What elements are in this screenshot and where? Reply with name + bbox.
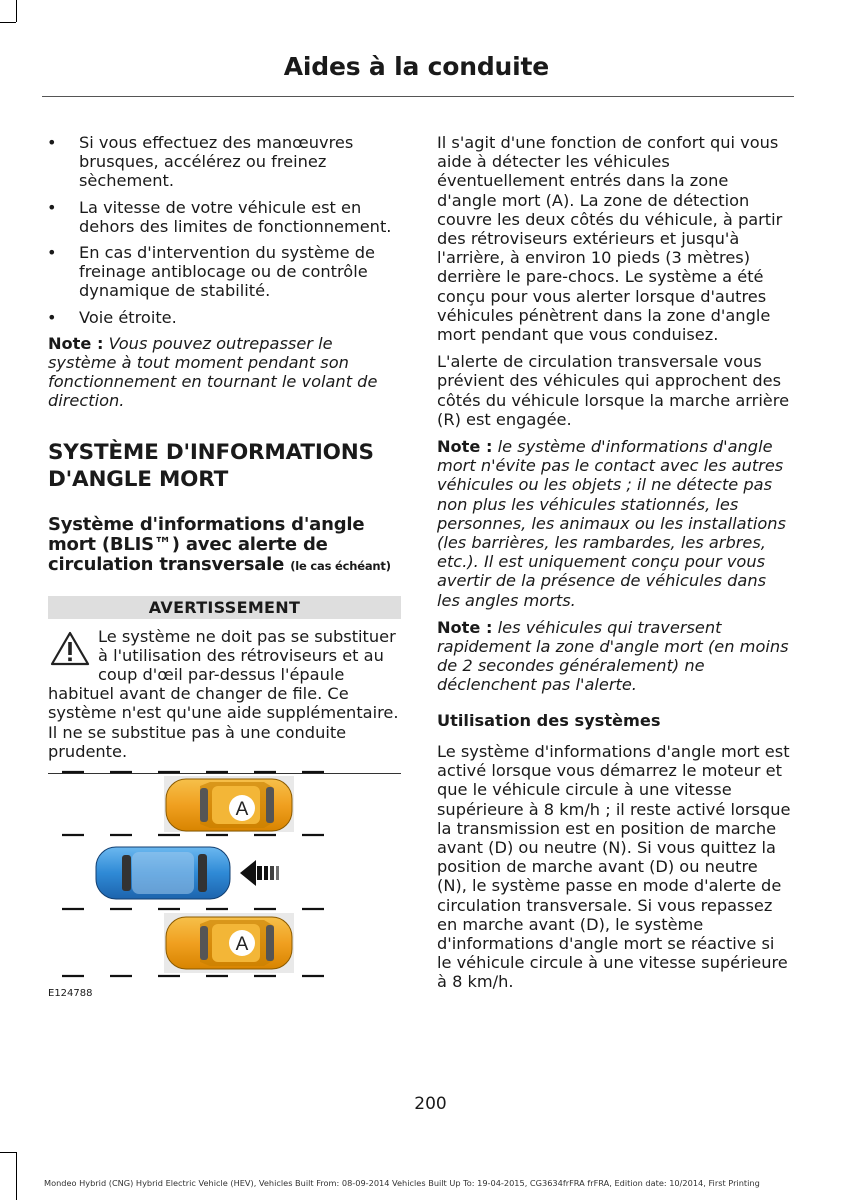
blind-spot-diagram [60,762,330,987]
crop-mark [0,1152,16,1153]
subsection-suffix: (le cas échéant) [290,558,391,573]
bullet-icon: • [47,133,57,152]
footer-text: Mondeo Hybrid (CNG) Hybrid Electric Vehicle (HEV), Vehicles Built From: 08-09-2014 Vehicles Built Up To: 19-04-2015, CG3634frFRA frFRA, Edition date: 10/2014, First Printing [44,1178,760,1188]
note-text: Vous pouvez outrepasser le système à tout moment pendant son fonctionnement en tournant le volant de direction. [48,333,378,411]
note-text: les véhicules qui traversent rapidement la zone d'angle mort (en moins de 2 secondes généralement) ne déclenchent pas l'alerte. [437,617,789,695]
note-text: le système d'informations d'angle mort n'évite pas le contact avec les autres véhicules ou les objets ; il ne détecte pas non plus les véhicules stationnés, les personnes, les animaux ou les installations (les barrières, les rambardes, les arbres, etc.). Il est uniquement conçu pour vous avertir de la présence de véhicules dans les angles morts. [437,437,786,610]
car-icon-top [166,779,292,831]
paragraph: Le système d'informations d'angle mort est activé lorsque vous démarrez le moteur et que le véhicule circule à une vitesse supérieure à 8 km/h ; il reste activé lorsque la transmission est en position de marche avant (D) ou neutre (N). Si vous quittez la position de marche avant (D) ou neutre (N), le système passe en mode d'alerte de circulation transversale. Si vous repassez en marche avant (D), le système d'informations d'angle mort se réactive si le véhicule circule à une vitesse supérieure à 8 km/h. [437,741,791,992]
note-label: Note : [437,437,493,457]
paragraph: Il s'agit d'une fonction de confort qui vous aide à détecter les véhicules éventuellement entrés dans la zone d'angle mort (A). La zone de détection couvre les deux côtés du véhicule, à partir des rétroviseurs extérieurs et jusqu'à l'arrière, à environ 10 pieds (3 mètres) derrière le pare-chocs. Le système a été conçu pour vous alerter lorsque d'autres véhicules pénètrent dans la zone d'angle mort pendant que vous conduisez. [437,133,783,345]
page-number: 200 [414,1094,447,1114]
note-paragraph [48,334,401,411]
subsection-heading: Utilisation des systèmes [437,710,661,730]
subsection-title: Système d'informations d'angle mort (BLIS™) avec alerte de circulation transversale (le cas échéant) [48,513,391,575]
car-icon-own-vehicle [96,847,230,899]
bullet-item: • Si vous effectuez des manœuvres brusques, accélérez ou freinez sèchement. [47,133,354,191]
note-label: Note : [48,333,104,353]
zone-label-bottom: A [235,934,249,955]
bullet-icon: • [47,243,57,263]
warning-text: Le système ne doit pas se substituer à l'utilisation des rétroviseurs et au coup d'œil par-dessus l'épaule habituel avant de changer de file. Ce système n'est qu'une aide supplémentaire. Il ne se substitue pas à une conduite prudente. [48,626,399,761]
paragraph: L'alerte de circulation transversale vous prévient des véhicules qui approchent des côtés du véhicule lorsque la marche arrière (R) est engagée. [437,352,790,429]
section-title: SYSTÈME D'INFORMATIONS D'ANGLE MORT [48,439,374,492]
crop-mark [0,22,16,23]
bullet-icon: • [47,307,57,327]
right-column [437,133,792,1000]
bullet-item: • La vitesse de votre véhicule est en dehors des limites de fonctionnement. [47,197,392,236]
note-paragraph [437,618,792,695]
warning-body [48,627,401,774]
zone-label-top: A [235,799,249,820]
approach-arrow-icon [240,860,279,886]
crop-mark [16,1152,17,1200]
crop-mark [16,0,17,22]
warning-banner: AVERTISSEMENT [48,596,401,619]
figure-code: E124788 [48,988,93,999]
bullet-item: • Voie étroite. [47,307,177,327]
left-column [48,133,401,774]
page-header-title: Aides à la conduite [283,52,549,81]
bullet-icon: • [47,197,57,217]
header-divider [42,96,794,97]
bullet-item: • En cas d'intervention du système de freinage antiblocage ou de contrôle dynamique de stabilité. [47,243,375,301]
note-paragraph [437,437,792,610]
warning-triangle-icon [50,631,90,667]
note-label: Note : [437,617,493,637]
